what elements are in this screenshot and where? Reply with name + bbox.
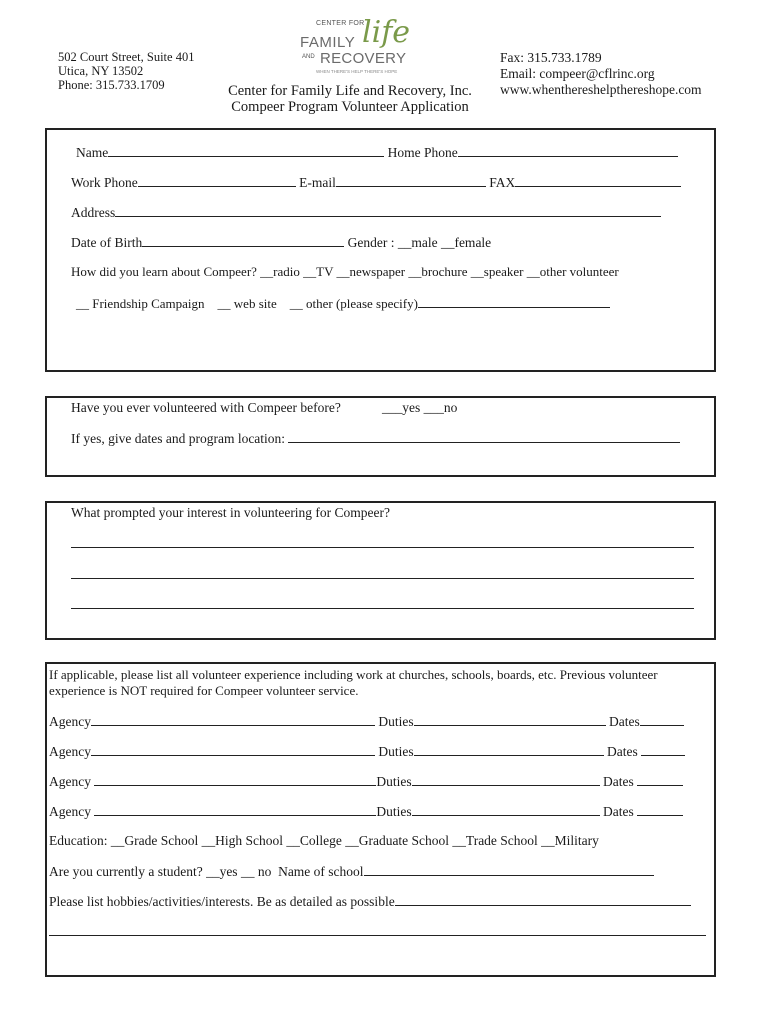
dates-label: Dates (608, 714, 640, 729)
interest-section (45, 501, 716, 640)
agency-row (49, 743, 685, 760)
interest-question: What prompted your interest in volunteering for Compeer? (71, 505, 391, 520)
experience-intro-2: experience is NOT required for Compeer volunteer service. (49, 683, 359, 698)
organization-logo (298, 15, 414, 78)
dates-label: Dates (606, 744, 638, 759)
previous-volunteer-options[interactable]: ___yes ___no (382, 400, 458, 415)
agency-row (49, 713, 684, 730)
duties-label: Duties (376, 774, 412, 789)
home-phone-field[interactable] (458, 144, 678, 157)
agency-label: Agency (49, 804, 91, 819)
email-field[interactable] (336, 174, 486, 187)
logo-life: life (362, 15, 411, 50)
fax-field[interactable] (515, 174, 681, 187)
address-line-1: 502 Court Street, Suite 401 (58, 50, 195, 64)
interest-answer-line-2[interactable] (71, 578, 694, 579)
agency-label: Agency (49, 714, 91, 729)
work-phone-label: Work Phone (71, 175, 138, 190)
fax-number: Fax: 315.733.1789 (500, 50, 602, 65)
logo-family: FAMILY (300, 34, 356, 51)
logo-tagline: WHEN THERE'S HELP THERE'S HOPE (316, 69, 398, 74)
previous-dates-row (71, 430, 680, 447)
duties-field[interactable] (414, 743, 604, 756)
agency-field[interactable] (91, 743, 375, 756)
duties-field[interactable] (412, 773, 600, 786)
previous-volunteer-question: Have you ever volunteered with Compeer before? (71, 400, 341, 415)
dob-row (71, 234, 491, 251)
hobbies-answer-line[interactable] (49, 935, 706, 936)
agency-label: Agency (49, 744, 91, 759)
work-phone-row (71, 174, 681, 191)
fax-label: FAX (489, 175, 516, 190)
form-title: Compeer Program Volunteer Application (231, 99, 469, 115)
experience-intro-1: If applicable, please list all volunteer experience including work at churches, schools, boards, etc. Previous volunteer (49, 667, 658, 682)
learn-source-options[interactable]: How did you learn about Compeer? __radio __TV __newspaper __brochure __speaker __other volunteer (71, 264, 619, 279)
dates-field[interactable] (637, 773, 683, 786)
student-question[interactable]: Are you currently a student? __yes __ no Name of school (49, 864, 364, 879)
previous-dates-field[interactable] (288, 430, 680, 443)
learn-source-options-2[interactable]: __ Friendship Campaign __ web site __ other (please specify) (76, 296, 418, 311)
agency-field[interactable] (91, 713, 375, 726)
dob-field[interactable] (142, 234, 344, 247)
work-phone-field[interactable] (138, 174, 296, 187)
interest-answer-line-1[interactable] (71, 547, 694, 548)
org-name: Center for Family Life and Recovery, Inc. (228, 83, 472, 99)
phone-number: Phone: 315.733.1709 (58, 78, 165, 92)
name-row (76, 144, 678, 161)
agency-row (49, 773, 683, 790)
dob-label: Date of Birth (71, 235, 143, 250)
interest-answer-line-3[interactable] (71, 608, 694, 609)
dates-field[interactable] (637, 803, 683, 816)
hobbies-label: Please list hobbies/activities/interests. Be as detailed as possible (49, 894, 395, 909)
website-link[interactable]: www.whenthereshelpthereshope.com (500, 82, 702, 97)
duties-label: Duties (376, 804, 412, 819)
email-label: E-mail (299, 175, 336, 190)
logo-recovery: RECOVERY (320, 50, 407, 67)
name-label: Name (76, 145, 109, 160)
home-phone-label: Home Phone (387, 145, 458, 160)
student-row (49, 863, 654, 880)
education-options[interactable]: Education: __Grade School __High School __College __Graduate School __Trade School __Military (49, 833, 599, 848)
agency-field[interactable] (94, 773, 376, 786)
duties-field[interactable] (412, 803, 600, 816)
agency-field[interactable] (94, 803, 376, 816)
address-field[interactable] (115, 204, 661, 217)
dates-field[interactable] (641, 743, 685, 756)
logo-center-for: CENTER FOR (316, 20, 365, 27)
address-label: Address (71, 205, 116, 220)
hobbies-row (49, 893, 691, 910)
duties-label: Duties (378, 714, 414, 729)
email-address: Email: compeer@cflrinc.org (500, 66, 655, 81)
name-field[interactable] (108, 144, 384, 157)
logo-and: AND (302, 54, 315, 60)
learn-source-row-2 (76, 295, 610, 312)
dates-label: Dates (602, 774, 634, 789)
agency-label: Agency (49, 774, 91, 789)
address-line-2: Utica, NY 13502 (58, 64, 144, 78)
agency-row (49, 803, 683, 820)
dates-label: Dates (602, 804, 634, 819)
hobbies-field[interactable] (395, 893, 691, 906)
address-row (71, 204, 661, 221)
duties-field[interactable] (414, 713, 606, 726)
gender-options[interactable]: Gender : __male __female (347, 235, 492, 250)
dates-field[interactable] (640, 713, 684, 726)
duties-label: Duties (378, 744, 414, 759)
previous-dates-label: If yes, give dates and program location: (71, 431, 286, 446)
school-name-field[interactable] (364, 863, 654, 876)
other-source-field[interactable] (418, 295, 610, 308)
